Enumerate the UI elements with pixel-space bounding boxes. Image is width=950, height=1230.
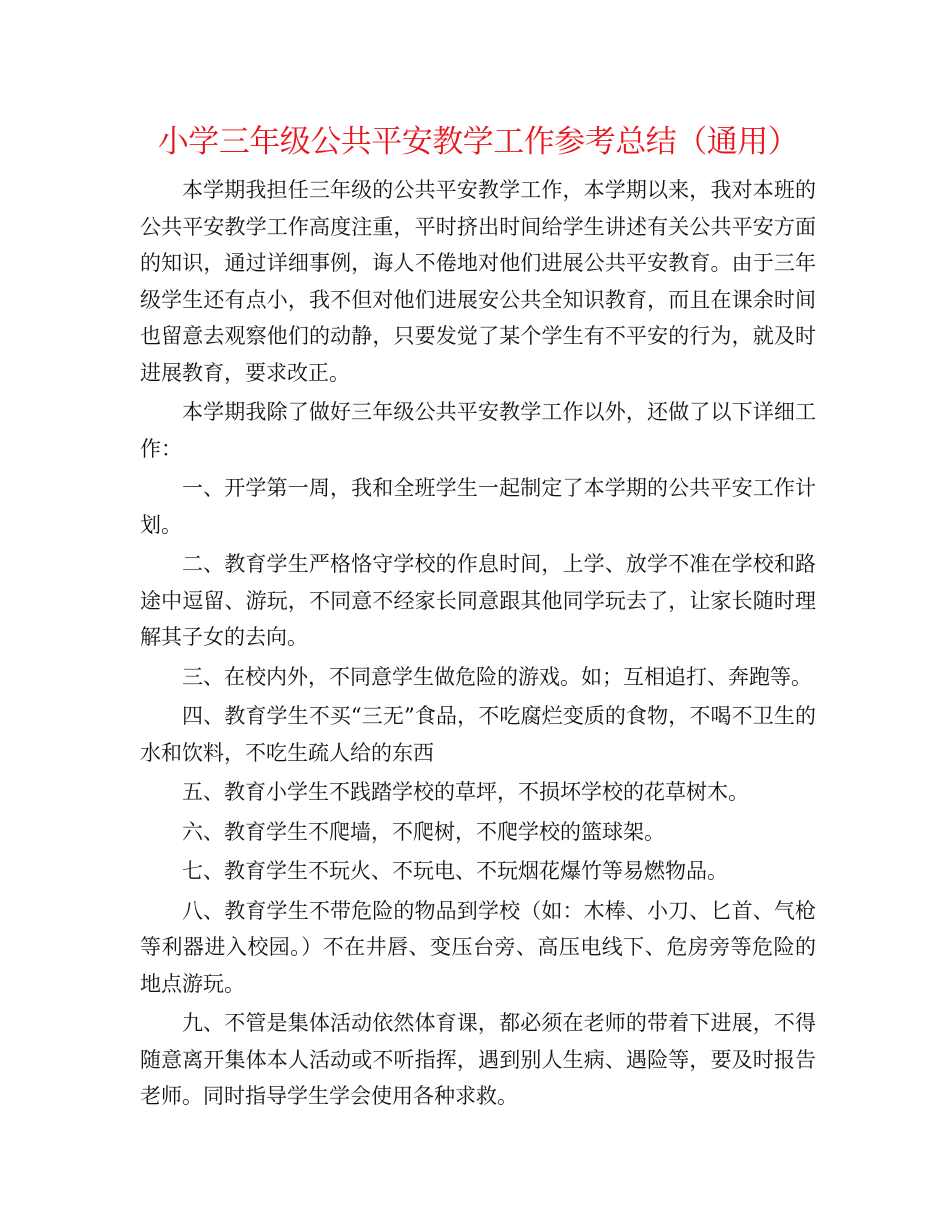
paragraph-item-4: 四、教育学生不买“三无”食品，不吃腐烂变质的食物，不喝不卫生的水和饮料，不吃生疏人给的东西 — [140, 704, 816, 765]
paragraph-item-8: 八、教育学生不带危险的物品到学校（如：木棒、小刀、匕首、气枪等利器进入校园。）不在井唇、变压台旁、高压电线下、危房旁等危险的地点游玩。 — [140, 898, 816, 996]
paragraph-item-6: 六、教育学生不爬墙，不爬树，不爬学校的篮球架。 — [182, 819, 665, 844]
document-title: 小学三年级公共平安教学工作参考总结（通用） — [157, 124, 799, 160]
paragraph-overview: 本学期我除了做好三年级公共平安教学工作以外，还做了以下详细工作： — [140, 400, 816, 461]
paragraph-item-3: 三、在校内外，不同意学生做危险的游戏。如；互相追打、奔跑等。 — [182, 664, 812, 689]
paragraph-intro: 本学期我担任三年级的公共平安教学工作，本学期以来，我对本班的公共平安教学工作高度注重，平时挤出时间给学生讲述有关公共平安方面的知识，通过详细事例，诲人不倦地对他们进展公共平安教育。由于三年级学生还有点小，我不但对他们进展安公共全知识教育，而且在课余时间也留意去观察他们的动静，只要发觉了某个学生有不平安的行为，就及时进展教育，要求改正。 — [140, 178, 816, 385]
paragraph-item-2: 二、教育学生严格恪守学校的作息时间，上学、放学不准在学校和路途中逗留、游玩，不同意不经家长同意跟其他同学玩去了，让家长随时理解其子女的去向。 — [140, 552, 816, 649]
document-page — [140, 118, 816, 1118]
paragraph-item-5: 五、教育小学生不践踏学校的草坪，不损坏学校的花草树木。 — [182, 780, 749, 804]
paragraph-item-1: 一、开学第一周，我和全班学生一起制定了本学期的公共平安工作计划。 — [140, 476, 816, 537]
paragraph-item-9: 九、不管是集体活动依然体育课，都必须在老师的带着下进展，不得随意离开集体本人活动或不听指挥，遇到别人生病、遇险等，要及时报告老师。同时指导学生学会使用各种求救。 — [140, 1011, 816, 1108]
paragraph-item-7: 七、教育学生不玩火、不玩电、不玩烟花爆竹等易燃物品。 — [182, 859, 728, 883]
